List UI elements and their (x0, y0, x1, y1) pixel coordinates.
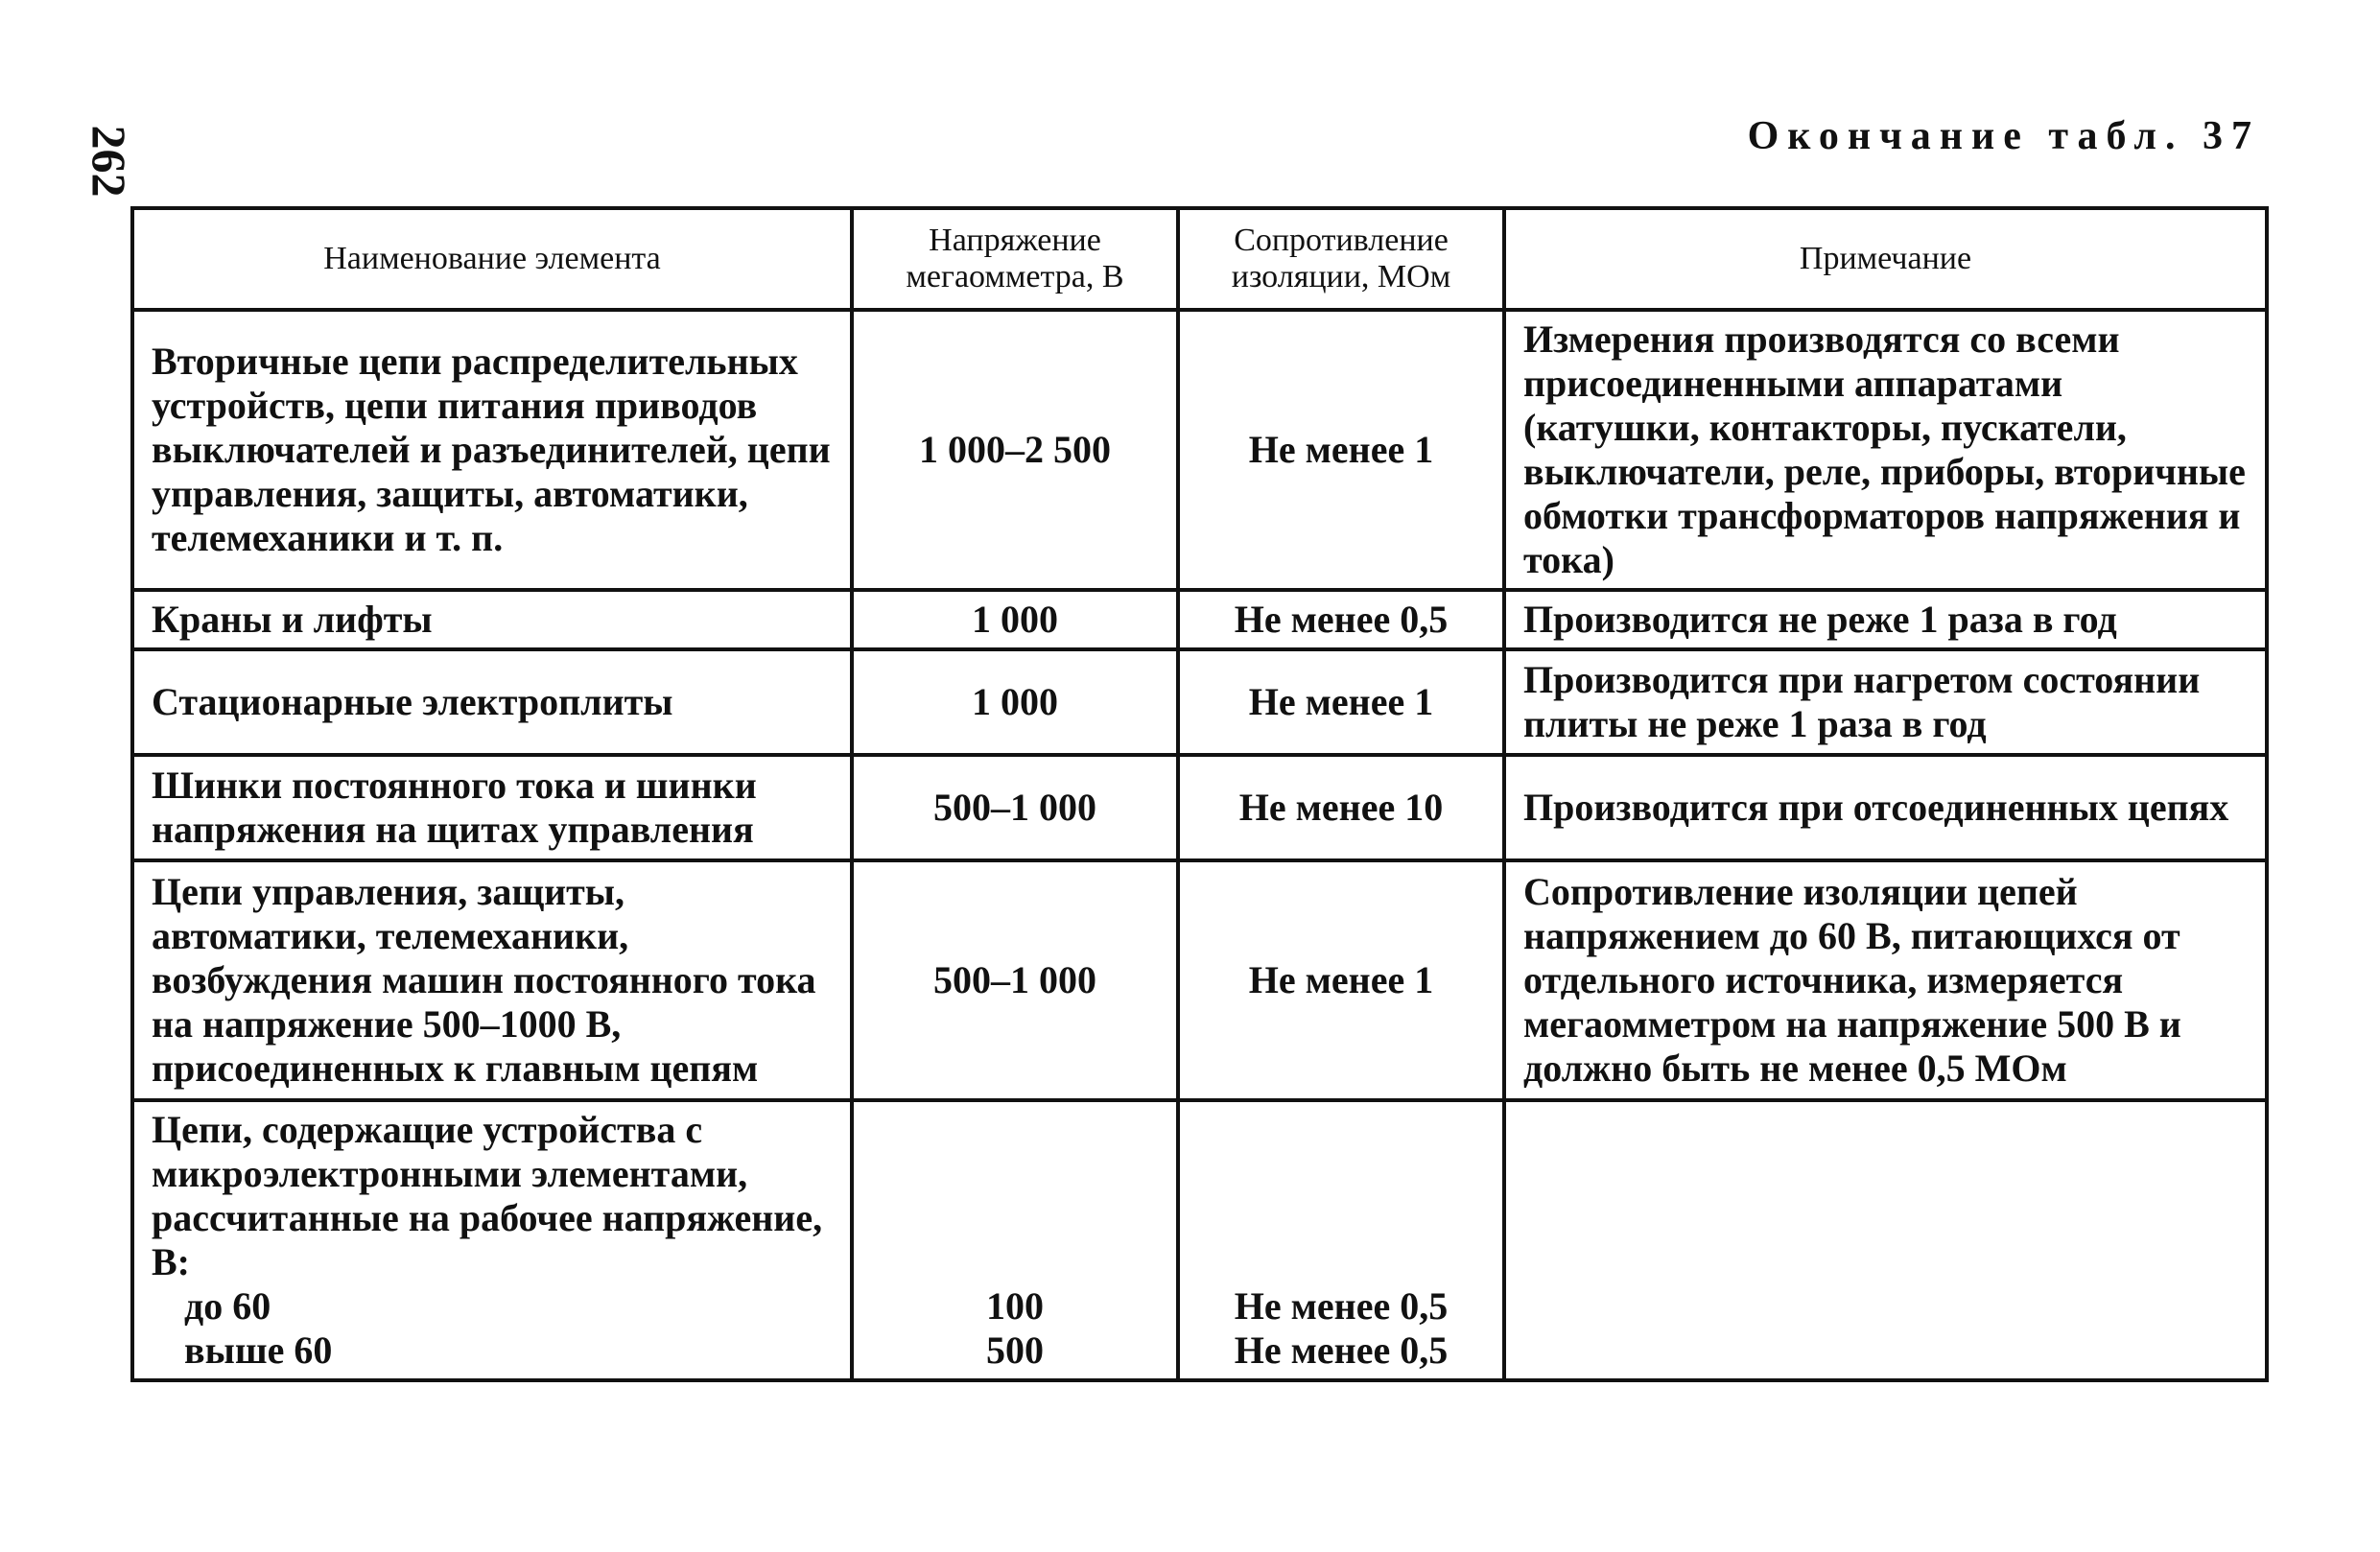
table-row (132, 1100, 2267, 1380)
row-resistance: Не менее 10 (1178, 755, 1504, 860)
row-voltage-group (852, 1100, 1178, 1380)
table-row (132, 860, 2267, 1100)
table-row (132, 310, 2267, 590)
header-voltage: Напряжение мегаомметра, В (852, 208, 1178, 310)
row-note: Измерения производятся со всеми присоединенными аппаратами (катушки, контакторы, пускатели, выключатели, реле, приборы, вторичные обмотки трансформаторов напряжения и тока) (1504, 310, 2267, 590)
row-note (1504, 1100, 2267, 1380)
row-name: Шинки постоянного тока и шинки напряжения на щитах управления (132, 755, 852, 860)
table-row (132, 590, 2267, 649)
sub-row-voltage: 100 (986, 1284, 1044, 1328)
row-resistance: Не менее 1 (1178, 860, 1504, 1100)
row-voltage: 500–1 000 (852, 860, 1178, 1100)
row-resistance: Не менее 0,5 (1178, 590, 1504, 649)
sub-row-resistance: Не менее 0,5 (1234, 1329, 1449, 1372)
row-resistance: Не менее 1 (1178, 649, 1504, 755)
table-row (132, 755, 2267, 860)
row-resistance-group (1178, 1100, 1504, 1380)
insulation-table (130, 206, 2269, 1382)
row-note: Производится при отсоединенных цепях (1504, 755, 2267, 860)
row-name: Цепи управления, защиты, автоматики, телемеханики, возбуждения машин постоянного тока на напряжение 500–1000 В, присоединенных к главным цепям (132, 860, 852, 1100)
table-caption: Окончание табл. 37 (1747, 114, 2260, 158)
row-name: Стационарные электроплиты (132, 649, 852, 755)
row-note: Сопротивление изоляции цепей напряжением до 60 В, питающихся от отдельного источника, измеряется мегаомметром на напряжение 500 В и должно быть не менее 0,5 МОм (1504, 860, 2267, 1100)
row-voltage: 1 000 (852, 590, 1178, 649)
table-header-row (132, 208, 2267, 310)
header-note: Примечание (1504, 208, 2267, 310)
header-name: Наименование элемента (132, 208, 852, 310)
row-note: Производится при нагретом состоянии плиты не реже 1 раза в год (1504, 649, 2267, 755)
page-number (81, 104, 138, 219)
row-voltage: 1 000–2 500 (852, 310, 1178, 590)
sub-row-name: выше 60 (184, 1329, 333, 1372)
row-note: Производится не реже 1 раза в год (1504, 590, 2267, 649)
row-voltage: 1 000 (852, 649, 1178, 755)
sub-row-voltage: 500 (986, 1329, 1044, 1372)
row-voltage: 500–1 000 (852, 755, 1178, 860)
page-number-text: 262 (82, 125, 136, 198)
row-name: Вторичные цепи распределительных устройств, цепи питания приводов выключателей и разъединителей, цепи управления, защиты, автоматики, телемеханики и т. п. (132, 310, 852, 590)
row-resistance: Не менее 1 (1178, 310, 1504, 590)
group-title: Цепи, содержащие устройства с микроэлектронными элементами, рассчитанные на рабочее напряжение, В: (152, 1108, 823, 1283)
row-name-group (132, 1100, 852, 1380)
sub-row-name: до 60 (184, 1284, 271, 1328)
row-name: Краны и лифты (132, 590, 852, 649)
header-resistance: Сопротивление изоляции, МОм (1178, 208, 1504, 310)
sub-row-resistance: Не менее 0,5 (1234, 1284, 1449, 1328)
table-row (132, 649, 2267, 755)
